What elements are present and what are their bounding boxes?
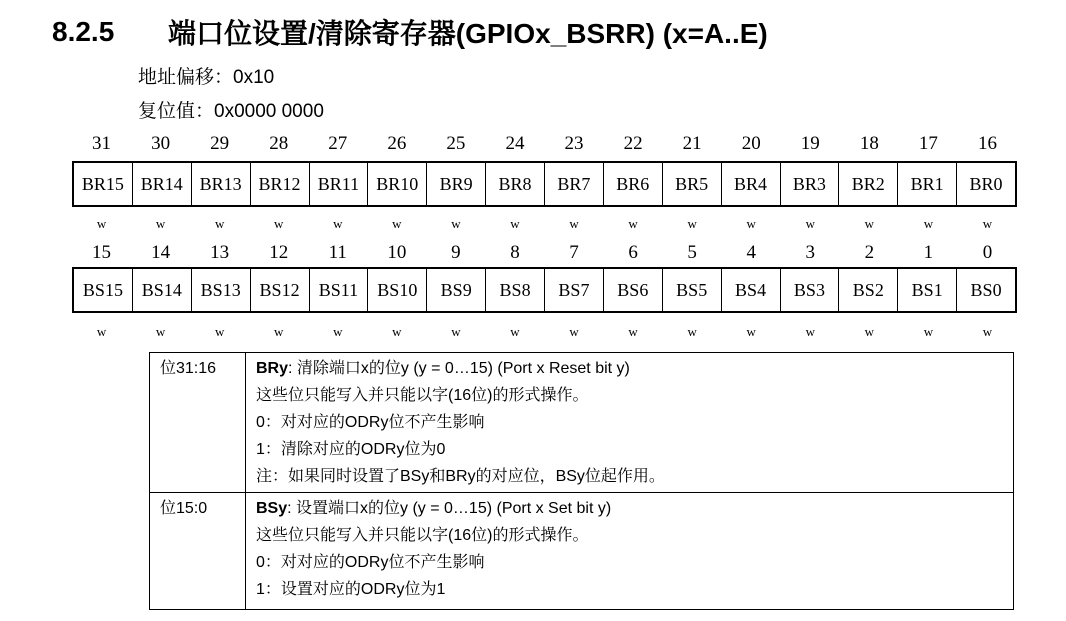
access-type: w [274, 324, 284, 339]
register-field: BS0 [970, 279, 1002, 300]
access-type: w [746, 216, 756, 231]
description-line: 1：清除对应的ODRy位为0 [256, 441, 446, 458]
register-field: BS12 [251, 269, 310, 311]
register-field: BR12 [251, 163, 310, 205]
description-line: 这些位只能写入并只能以字(16位)的形式操作。 [256, 387, 589, 404]
upper-register-fields [72, 161, 1017, 207]
bit-number: 17 [918, 133, 938, 154]
access-type: w [805, 324, 815, 339]
access-type: w [510, 324, 520, 339]
register-field: BR11 [310, 163, 369, 205]
section-title: 端口位设置/清除寄存器(GPIOx_BSRR) (x=A..E) [168, 18, 768, 49]
register-field: BR4 [722, 163, 781, 205]
bit-number: 0 [982, 242, 993, 263]
access-type: w [864, 324, 875, 339]
access-type: w [96, 216, 107, 231]
bit-number: 23 [564, 133, 584, 154]
bit-number: 20 [741, 133, 761, 154]
bit-number: 1 [923, 242, 934, 263]
access-type: w [274, 216, 284, 231]
access-type: w [923, 216, 934, 231]
access-type: w [982, 216, 993, 231]
bit-number: 28 [269, 133, 289, 154]
upper-bit-numbers [72, 131, 1017, 157]
bit-number: 12 [269, 242, 289, 263]
access-type: w [805, 216, 815, 231]
lower-access-types [72, 324, 1017, 340]
access-type: w [569, 324, 579, 339]
access-type: w [569, 216, 579, 231]
bit-description [246, 493, 1014, 610]
description-line: 0：对对应的ODRy位不产生影响 [256, 414, 485, 431]
field-summary [256, 355, 1005, 382]
access-type: w [451, 324, 461, 339]
register-field: BR6 [604, 163, 663, 205]
bit-number: 19 [800, 133, 820, 154]
access-type: w [392, 216, 402, 231]
register-field: BS14 [133, 269, 192, 311]
access-type: w [392, 324, 402, 339]
bit-range: 位15:0 [150, 493, 246, 610]
bit-number: 6 [628, 242, 638, 263]
register-field: BS1 [898, 269, 957, 311]
bit-number: 14 [151, 242, 171, 263]
bit-number: 31 [92, 133, 112, 154]
register-field: BS9 [427, 269, 486, 311]
table-row [150, 493, 1014, 610]
bit-range: 位31:16 [150, 353, 246, 493]
description-line: 这些位只能写入并只能以字(16位)的形式操作。 [256, 527, 589, 544]
field-name: BRy [256, 360, 289, 377]
register-field: BS8 [486, 269, 545, 311]
lower-register-fields [72, 267, 1017, 313]
field-name: BSy [256, 500, 288, 517]
field-summary [256, 495, 1005, 522]
bit-number: 27 [328, 133, 348, 154]
bit-number: 3 [805, 242, 816, 263]
bit-number: 7 [569, 242, 579, 263]
access-type: w [214, 216, 225, 231]
register-field: BS3 [781, 269, 840, 311]
register-field: BR15 [74, 163, 133, 205]
access-type: w [510, 216, 520, 231]
register-field: BS11 [310, 269, 369, 311]
register-field: BR2 [839, 163, 898, 205]
bit-number: 8 [510, 242, 520, 263]
access-type: w [155, 216, 166, 231]
upper-access-types [72, 216, 1017, 232]
bit-number: 29 [210, 133, 230, 154]
bit-number: 11 [328, 242, 347, 263]
access-type: w [628, 324, 638, 339]
bit-number: 15 [92, 242, 112, 263]
bit-number: 10 [387, 242, 407, 263]
description-line: 1：设置对应的ODRy位为1 [256, 581, 446, 598]
bit-number: 18 [859, 133, 879, 154]
reset-value: 复位值：0x0000 0000 [138, 101, 324, 122]
register-field: BR8 [486, 163, 545, 205]
register-field: BR7 [545, 163, 604, 205]
access-type: w [155, 324, 166, 339]
section-heading [52, 12, 768, 52]
bit-number: 5 [687, 242, 697, 263]
bit-number: 21 [682, 133, 702, 154]
access-type: w [628, 216, 638, 231]
bit-number: 22 [623, 133, 643, 154]
access-type: w [687, 324, 697, 339]
register-field: BR10 [368, 163, 427, 205]
register-field: BS2 [839, 269, 898, 311]
description-line: 0：对对应的ODRy位不产生影响 [256, 554, 485, 571]
bit-number: 9 [451, 242, 461, 263]
bit-number: 2 [864, 242, 875, 263]
access-type: w [451, 216, 461, 231]
access-type: w [923, 324, 934, 339]
register-field: BR0 [969, 173, 1003, 194]
register-field: BS5 [663, 269, 722, 311]
access-type: w [333, 324, 343, 339]
lower-bit-numbers [72, 240, 1017, 266]
bit-number: 25 [446, 133, 466, 154]
address-offset: 地址偏移：0x10 [138, 67, 275, 88]
table-row [150, 353, 1014, 493]
register-field: BS15 [74, 269, 133, 311]
register-field: BR14 [133, 163, 192, 205]
access-type: w [214, 324, 225, 339]
bit-number: 30 [151, 133, 171, 154]
bit-number: 24 [505, 133, 525, 154]
register-field: BR3 [781, 163, 840, 205]
register-field: BR1 [898, 163, 957, 205]
register-field: BR5 [663, 163, 722, 205]
section-number: 8.2.5 [52, 16, 115, 47]
description-note: 注：如果同时设置了BSy和BRy的对应位，BSy位起作用。 [256, 468, 665, 485]
bit-number: 13 [210, 242, 230, 263]
register-field: BS7 [545, 269, 604, 311]
register-field: BS4 [722, 269, 781, 311]
access-type: w [333, 216, 343, 231]
access-type: w [96, 324, 107, 339]
access-type: w [746, 324, 756, 339]
bit-number: 4 [746, 242, 756, 263]
register-field: BS6 [604, 269, 663, 311]
bit-number: 16 [977, 133, 997, 154]
bit-description-table [149, 352, 1014, 610]
bit-description [246, 353, 1014, 493]
register-field: BS10 [368, 269, 427, 311]
field-summary-text: : 设置端口x的位y (y = 0…15) (Port x Set bit y) [287, 500, 612, 517]
access-type: w [687, 216, 697, 231]
register-field: BR9 [427, 163, 486, 205]
access-type: w [864, 216, 875, 231]
field-summary-text: : 清除端口x的位y (y = 0…15) (Port x Reset bit y) [288, 360, 630, 377]
bit-number: 26 [387, 133, 407, 154]
access-type: w [982, 324, 993, 339]
register-field: BS13 [192, 269, 251, 311]
register-field: BR13 [192, 163, 251, 205]
